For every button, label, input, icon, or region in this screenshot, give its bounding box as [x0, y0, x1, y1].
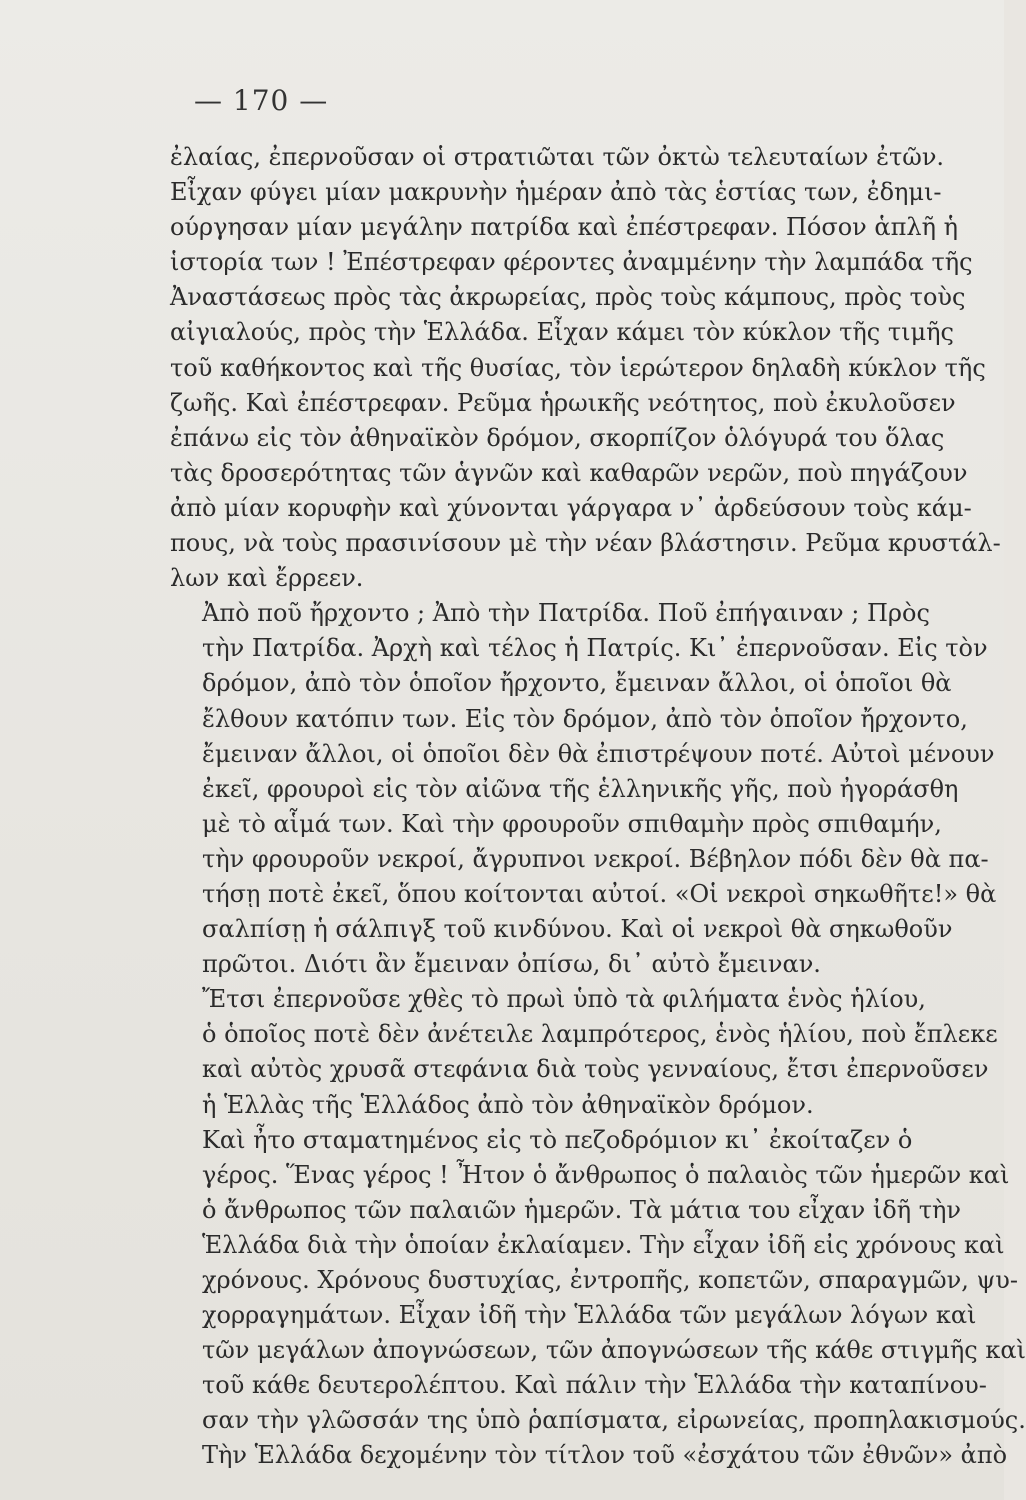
text-line: ἔμειναν ἄλλοι, οἱ ὁποῖοι δὲν θὰ ἐπιστρέψουν ποτέ. Αὐτοὶ μένουν [202, 739, 995, 768]
text-line: δρόμον, ἀπὸ τὸν ὁποῖον ἤρχοντο, ἔμειναν ἄλλοι, οἱ ὁποῖοι θὰ [202, 669, 952, 698]
text-line: Καὶ ἦτο σταματημένος εἰς τὸ πεζοδρόμιον κι᾽ ἐκοίταζεν ὁ [202, 1125, 913, 1154]
text-line: καὶ αὐτὸς χρυσᾶ στεφάνια διὰ τοὺς γενναίους, ἔτσι ἐπερνοῦσεν [202, 1055, 989, 1084]
text-line: τὴν φρουροῦν νεκροί, ἄγρυπνοι νεκροί. Βέβηλον πόδι δὲν θὰ πα- [202, 844, 989, 873]
text-line: τὴν Πατρίδα. Ἀρχὴ καὶ τέλος ἡ Πατρίς. Κι᾽ ἐπερνοῦσαν. Εἰς τὸν [202, 634, 988, 663]
text-line: ούργησαν μίαν μεγάλην πατρίδα καὶ ἐπέστρεφαν. Πόσον ἁπλῆ ἡ [170, 213, 958, 242]
text-line: τοῦ κάθε δευτερολέπτου. Καὶ πάλιν τὴν Ἑλλάδα τὴν καταπίνου- [202, 1371, 987, 1400]
text-line: τὰς δροσερότητας τῶν ἁγνῶν καὶ καθαρῶν νερῶν, ποὺ πηγάζουν [170, 458, 968, 487]
text-line: Τὴν Ἑλλάδα δεχομένην τὸν τίτλον τοῦ «ἐσχάτου τῶν ἐθνῶν» ἀπὸ [202, 1441, 1008, 1470]
text-line: σαλπίσῃ ἡ σάλπιγξ τοῦ κινδύνου. Καὶ οἱ νεκροὶ θὰ σηκωθοῦν [202, 915, 953, 944]
text-line: ὁ ὁποῖος ποτὲ δὲν ἀνέτειλε λαμπρότερος, ἑνὸς ἡλίου, ποὺ ἔπλεκε [202, 1020, 998, 1049]
text-line: ἔλθουν κατόπιν των. Εἰς τὸν δρόμον, ἀπὸ τὸν ὁποῖον ἤρχοντο, [202, 704, 968, 733]
text-line: Ἔτσι ἐπερνοῦσε χθὲς τὸ πρωὶ ὑπὸ τὰ φιλήματα ἑνὸς ἡλίου, [202, 985, 926, 1014]
text-line: Ἀναστάσεως πρὸς τὰς ἀκρωρείας, πρὸς τοὺς κάμπους, πρὸς τοὺς [170, 283, 966, 312]
text-line: αἰγιαλούς, πρὸς τὴν Ἑλλάδα. Εἶχαν κάμει τὸν κύκλον τῆς τιμῆς [170, 318, 954, 347]
text-line: Ἑλλάδα διὰ τὴν ὁποίαν ἐκλαίαμεν. Τὴν εἶχαν ἰδῆ εἰς χρόνους καὶ [202, 1230, 1005, 1259]
text-line: μὲ τὸ αἷμά των. Καὶ τὴν φρουροῦν σπιθαμὴν πρὸς σπιθαμήν, [202, 809, 942, 838]
text-line: ἐκεῖ, φρουροὶ εἰς τὸν αἰῶνα τῆς ἑλληνικῆς γῆς, ποὺ ἠγοράσθη [202, 774, 959, 803]
paragraph [170, 982, 998, 1122]
paragraph [170, 1123, 1026, 1474]
text-line: τοῦ καθήκοντος καὶ τῆς θυσίας, τὸν ἱερώτερον δηλαδὴ κύκλον τῆς [170, 353, 986, 382]
text-line: ζωῆς. Καὶ ἐπέστρεφαν. Ρεῦμα ἡρωικῆς νεότητος, ποὺ ἐκυλοῦσεν [170, 388, 956, 417]
text-line: ἱστορία των ! Ἐπέστρεφαν φέροντες ἀναμμένην τὴν λαμπάδα τῆς [170, 248, 973, 277]
paragraph [170, 140, 1001, 596]
text-line: τήσῃ ποτὲ ἐκεῖ, ὅπου κοίτονται αὐτοί. «Οἱ νεκροὶ σηκωθῆτε!» θὰ [202, 879, 997, 908]
text-line: Ἀπὸ ποῦ ἤρχοντο ; Ἀπὸ τὴν Πατρίδα. Ποῦ ἐπήγαιναν ; Πρὸς [202, 599, 930, 628]
text-line: ἀπὸ μίαν κορυφὴν καὶ χύνονται γάργαρα ν᾽ ἀρδεύσουν τοὺς κάμ- [170, 493, 972, 522]
text-line: ἡ Ἑλλὰς τῆς Ἑλλάδος ἀπὸ τὸν ἀθηναϊκὸν δρόμον. [202, 1090, 814, 1119]
page-number: — 170 — [194, 84, 329, 117]
text-line: ὁ ἄνθρωπος τῶν παλαιῶν ἡμερῶν. Τὰ μάτια του εἶχαν ἰδῆ τὴν [202, 1195, 961, 1224]
text-line: τῶν μεγάλων ἀπογνώσεων, τῶν ἀπογνώσεων τῆς κάθε στιγμῆς καὶ [202, 1336, 1026, 1365]
text-line: ἐπάνω εἰς τὸν ἀθηναϊκὸν δρόμον, σκορπίζον ὁλόγυρά του ὅλας [170, 423, 945, 452]
text-line: λων καὶ ἔρρεεν. [170, 564, 364, 593]
text-line: γέρος. Ἕνας γέρος ! Ἦτον ὁ ἄνθρωπος ὁ παλαιὸς τῶν ἡμερῶν καὶ [202, 1160, 1010, 1189]
text-line: σαν τὴν γλῶσσάν της ὑπὸ ῥαπίσματα, εἰρωνείας, προπηλακισμούς. [202, 1406, 1026, 1435]
body-text [170, 140, 1026, 1474]
text-line: ἐλαίας, ἐπερνοῦσαν οἱ στρατιῶται τῶν ὀκτὼ τελευταίων ἐτῶν. [170, 143, 945, 171]
text-line: χρόνους. Χρόνους δυστυχίας, ἐντροπῆς, κοπετῶν, σπαραγμῶν, ψυ- [202, 1266, 1018, 1294]
paragraph [170, 596, 997, 982]
text-line: χορραγημάτων. Εἶχαν ἰδῆ τὴν Ἑλλάδα τῶν μεγάλων λόγων καὶ [202, 1301, 977, 1330]
text-line: πρῶτοι. Διότι ἂν ἔμειναν ὀπίσω, δι᾽ αὐτὸ ἔμειναν. [202, 950, 821, 979]
text-line: Εἶχαν φύγει μίαν μακρυνὴν ἡμέραν ἀπὸ τὰς ἑστίας των, ἐδημι- [170, 178, 942, 207]
text-line: πους, νὰ τοὺς πρασινίσουν μὲ τὴν νέαν βλάστησιν. Ρεῦμα κρυστάλ- [170, 529, 1001, 558]
